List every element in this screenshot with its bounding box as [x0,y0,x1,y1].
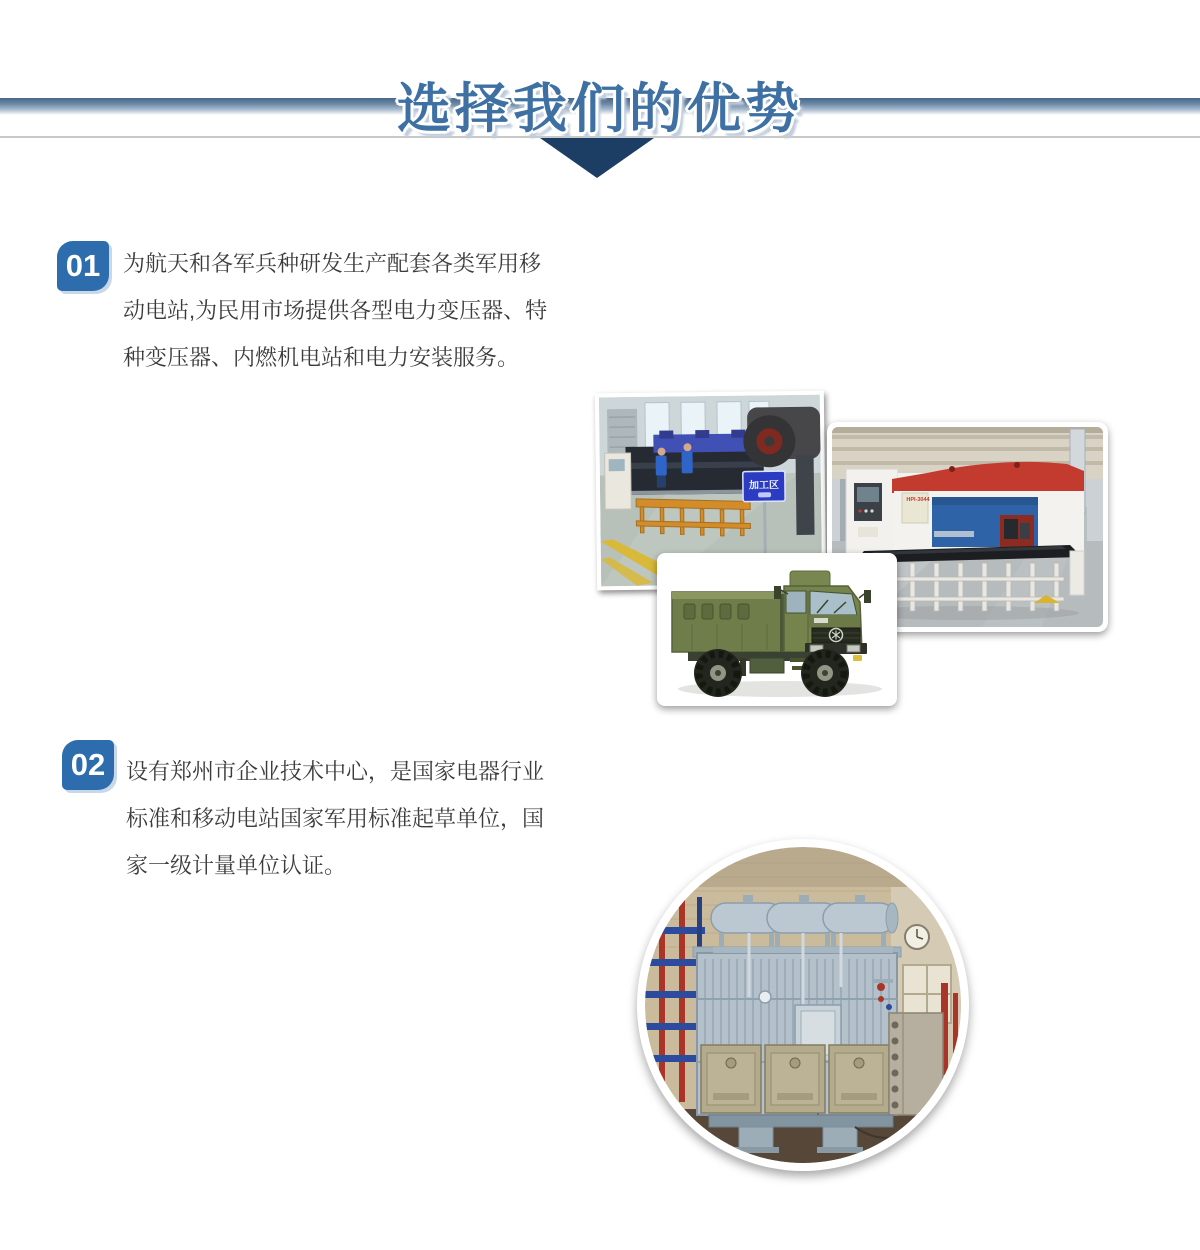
gauge [759,991,771,1003]
left-mirror [774,586,781,599]
headlight [847,645,860,652]
front-wheel [801,649,849,697]
right-mirror [864,590,871,603]
rear-wheel [694,649,742,697]
windshield [810,591,857,615]
radiator-boxes [701,1045,889,1113]
page-title: 选择我们的优势 [397,79,803,139]
truck-box-body [672,592,782,652]
fog-lamp [853,655,862,661]
advantage-2-line-1: 设有郑州市企业技术中心，是国家电器行业 [126,759,545,784]
advantage-1-text [123,240,605,381]
advantage-1-line-2: 动电站,为民用市场提供各型电力变压器、特 [123,298,548,323]
down-arrow-icon [540,138,654,178]
base-beam [709,1115,893,1127]
machine-model-label: HPI-3044 [906,497,930,503]
advantage-2-line-3: 家一级计量单位认证。 [126,853,347,878]
transformer-photo-scene [645,847,961,1163]
advantage-1-line-3: 种变压器、内燃机电站和电力安装服务。 [123,345,520,370]
advantage-2-line-2: 标准和移动电站国家军用标准起草单位，国 [126,806,545,831]
control-cabinet [605,453,632,509]
fuel-tank [750,658,784,673]
military-truck-photo [657,553,897,706]
transformer-photo [637,839,969,1171]
side-window [786,591,806,613]
machine-brand-label: YAWEI-NISSHINBO [1000,482,1064,489]
workshop-sign-label: 加工区 [748,480,780,492]
advantage-2-number-badge: 02 [62,740,114,790]
stainless-cabinet [889,1013,943,1115]
wall-clock [905,925,929,949]
advantage-1-line-1: 为航天和各军兵种研发生产配套各类军用移 [123,251,542,276]
advantage-1-number-badge: 01 [57,241,109,291]
military-truck-photo-scene [662,558,892,701]
advantage-2-text [126,748,608,889]
red-valve [877,983,885,991]
